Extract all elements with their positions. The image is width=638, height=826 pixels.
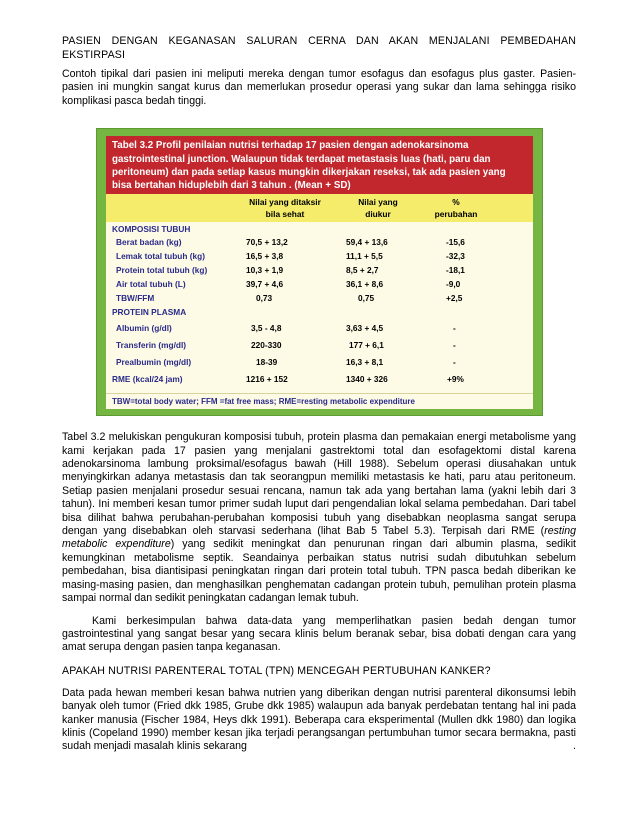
conclusion-paragraph: Kami berkesimpulan bahwa data-data yang memperlihatkan pasien bedah dengan tumor gastrointestinal yang sangat besar yang secara klinis belum beranak sebar, bisa dobati dengan cara yang amat serupa dengan pasien tanpa keganasan. [62, 614, 576, 654]
row-estimated: 0,73 [256, 293, 273, 304]
row-estimated: 39,7 + 4,6 [246, 279, 284, 290]
row-estimated: 220-330 [251, 340, 282, 351]
section-label: PROTEIN PLASMA [112, 307, 187, 318]
table-row [106, 322, 533, 335]
row-measured: 36,1 + 8,6 [346, 279, 384, 290]
table-title: Tabel 3.2 Profil penilaian nutrisi terhadap 17 pasien dengan adenokarsinoma gastrointestinal junction. Walaupun tidak terdapat metastasis luas (hati, paru dan peritoneum) dan pada setiap kasus mungkin dikerjakan reseksi, tak ada pasien yang bisa bertahan hiduplebih dari 3 tahun . (Mean + SD) [106, 136, 533, 194]
table-row [106, 278, 533, 291]
table-row [106, 250, 533, 263]
paragraph-text: Tabel 3.2 melukiskan pengukuran komposisi tubuh, protein plasma dan pemakaian energi metabolisme yang kami kerjakan pada 17 pasien yang menjalani gastrektomi total dan esofagektomi distal karena adenokarsinoma lambung proksimal/esofagus bawah (Hill 1988). Sebelum operasi diusahakan untuk menyingkirkan adanya metastasis dan tak seorangpun memiliki metastasis ke hati, paru atau peritoneum. Setiap pasien menjalani prosedur sesuai rencana, namun tak ada yang bertahan lama (yakni lebih dari 3 tahun). Ini memberi kesan tumor primer sudah luput dari pengendalian lokal selama pembedahan. Dari tabel bisa dilihat bahwa perubahan-perubahan komposisi tubuh yang disebabkan neoplasma sangat serupa dengan yang disebabkan oleh starvasi sederhana (lihat Bab 5 Tabel 5.3). Terpisah dari RME ( [62, 431, 576, 538]
col-estimated-header-2: bila sehat [265, 209, 305, 220]
table-section-row [106, 306, 533, 319]
paragraph-text-cont: ) yang sedikit meningkat dan penurunan ringan dari albumin plasma, sedikit kemungkinan metabolisme septik. Seandainya perbaikan status nutrisi sudah dibutuhkan sebelum pembedahan, bisa diantisipasi peningkatan ringan dari protein total tubuh. TPN pasca bedah diberikan ke masing-masing pasien, dan menghasilkan penghematan cadangan protein tubuh, pemulihan protein plasma sampai normal dan sedikit peningkatan cadangan lemak tubuh. [62, 538, 576, 605]
row-change: - [453, 357, 456, 368]
row-measured: 59,4 + 13,6 [346, 237, 388, 248]
table-row [106, 356, 533, 369]
row-label: Berat badan (kg) [116, 237, 182, 248]
row-estimated: 16,5 + 3,8 [246, 251, 284, 262]
row-label: RME (kcal/24 jam) [112, 374, 183, 385]
row-estimated: 3,5 - 4,8 [251, 323, 282, 334]
row-measured: 177 + 6,1 [349, 340, 384, 351]
row-label: Transferin (mg/dl) [116, 340, 187, 351]
col-measured-header-2: diukur [365, 209, 391, 220]
final-paragraph [62, 687, 576, 754]
section-label: KOMPOSISI TUBUH [112, 224, 191, 235]
table-header [106, 194, 533, 222]
col-estimated-header: Nilai yang ditaksir [249, 197, 321, 208]
row-estimated: 10,3 + 1,9 [246, 265, 284, 276]
table-row [106, 236, 533, 249]
table-row [106, 339, 533, 352]
row-label: TBW/FFM [116, 293, 155, 304]
row-measured: 8,5 + 2,7 [346, 265, 379, 276]
row-label: Albumin (g/dl) [116, 323, 172, 334]
section-heading: PASIEN DENGAN KEGANASAN SALURAN CERNA DAN AKAN MENJALANI PEMBEDAHAN EKSTIRPASI [62, 35, 576, 61]
row-estimated: 18-39 [256, 357, 278, 368]
row-label: Air total tubuh (L) [116, 279, 186, 290]
table-footnote: TBW=total body water; FFM =fat free mass; RME=resting metabolic expenditure [106, 393, 533, 409]
row-change: +9% [447, 374, 464, 385]
row-measured: 3,63 + 4,5 [346, 323, 384, 334]
col-change-header-2: perubahan [434, 209, 478, 220]
intro-paragraph: Contoh tipikal dari pasien ini meliputi mereka dengan tumor esofagus dan esofagus plus gaster. Pasien-pasien ini mungkin sangat kurus dan memerlukan prosedur operasi yang sukar dan lama sehingga risiko komplikasi pasca bedah tinggi. [62, 68, 576, 107]
row-change: -15,6 [446, 237, 465, 248]
col-change-header: % [452, 197, 460, 208]
final-paragraph-end: . [573, 740, 576, 753]
row-label: Protein total tubuh (kg) [116, 265, 208, 276]
row-change: -9,0 [446, 279, 461, 290]
table-row [106, 264, 533, 277]
table-row [106, 292, 533, 305]
section-heading-2: APAKAH NUTRISI PARENTERAL TOTAL (TPN) MENCEGAH PERTUBUHAN KANKER? [62, 664, 491, 677]
document-page [62, 34, 576, 754]
row-change: - [453, 340, 456, 351]
table-figure [96, 128, 543, 416]
paragraph-emphasis: resting metabolic expenditure [62, 525, 576, 551]
table-figure-inner [106, 136, 533, 409]
table-body [106, 222, 533, 408]
col-measured-header: Nilai yang [358, 197, 398, 208]
row-change: +2,5 [446, 293, 463, 304]
row-change: -18,1 [446, 265, 465, 276]
row-measured: 1340 + 326 [346, 374, 388, 385]
table-row [106, 373, 533, 386]
row-measured: 11,1 + 5,5 [346, 251, 383, 262]
row-estimated: 1216 + 152 [246, 374, 288, 385]
row-estimated: 70,5 + 13,2 [246, 237, 288, 248]
final-paragraph-text: Data pada hewan memberi kesan bahwa nutrien yang diberikan dengan nutrisi parenteral dikonsumsi lebih banyak oleh tumor (Fried dkk 1985, Grube dkk 1985) walaupun ada banyak perdebatan tentang hal ini pada kanker manusia (Fischer 1984, Heys dkk 1991). Beberapa cara eksperimental (Mullen dkk 1980) dan logika klinis (Copeland 1990) member kesan jika terjadi perangsangan pertumbuhan tumor secara bermakna, pasti sudah menjadi masalah klinis sekarang [62, 686, 576, 753]
row-measured: 16,3 + 8,1 [346, 357, 384, 368]
row-label: Prealbumin (mg/dl) [116, 357, 192, 368]
table-section-row [106, 223, 533, 236]
row-label: Lemak total tubuh (kg) [116, 251, 205, 262]
row-change: - [453, 323, 456, 334]
body-paragraph [62, 431, 576, 605]
row-measured: 0,75 [358, 293, 375, 304]
row-change: -32,3 [446, 251, 465, 262]
